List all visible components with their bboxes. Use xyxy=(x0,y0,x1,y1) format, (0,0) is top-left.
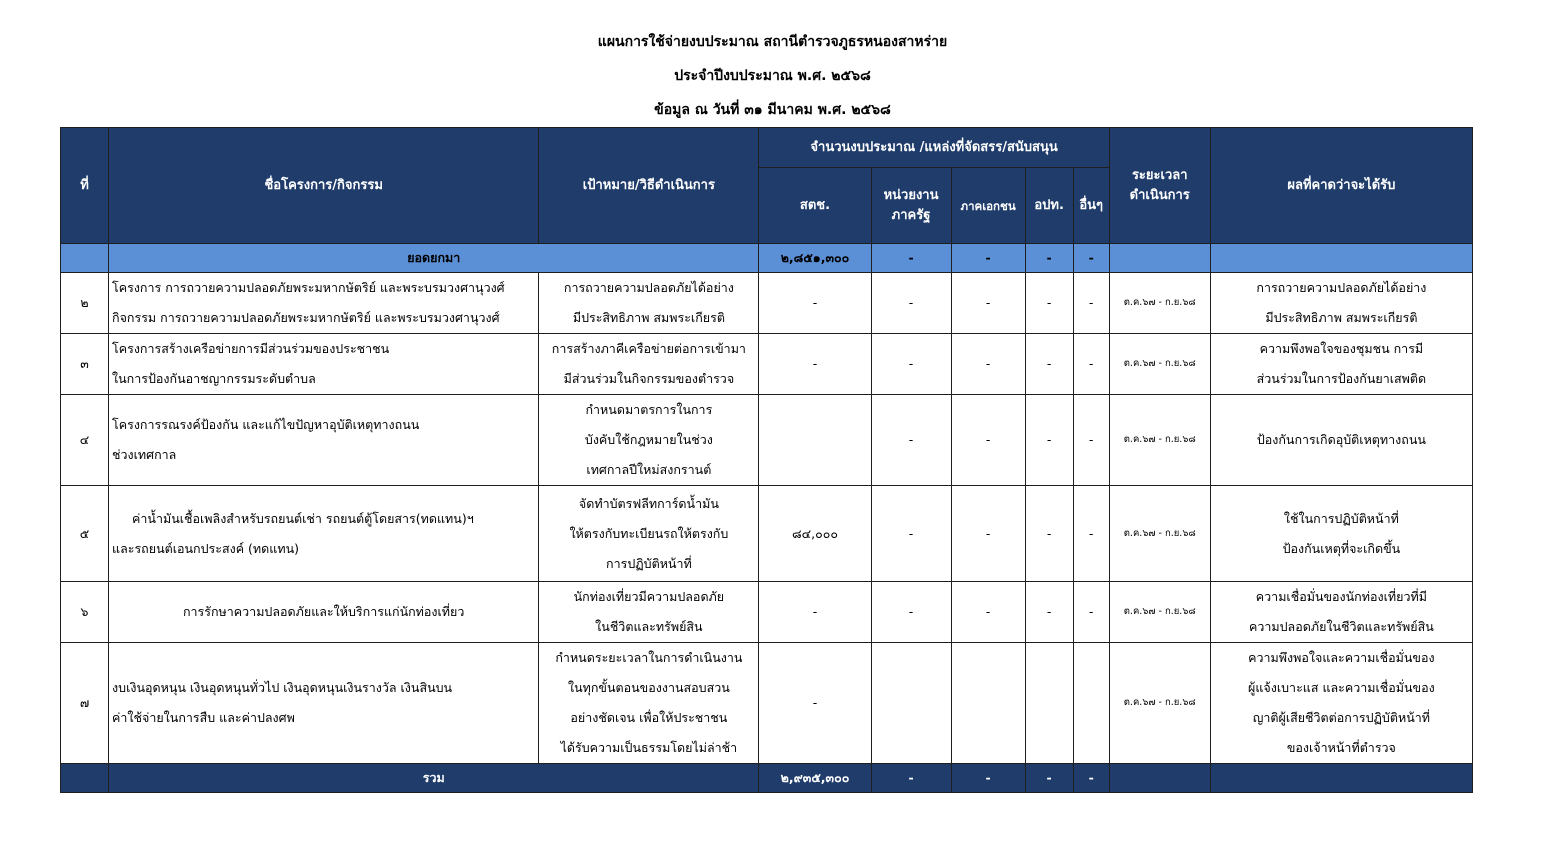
carry-forward-other: - xyxy=(1073,244,1109,273)
row-local: - xyxy=(1025,486,1073,582)
report-title: แผนการใช้จ่ายงบประมาณ สถานีตำรวจภูธรหนองสาหร่าย xyxy=(597,34,948,50)
row-gov xyxy=(871,643,951,764)
row-local: - xyxy=(1025,395,1073,486)
row-private: - xyxy=(951,273,1025,334)
carry-forward-local: - xyxy=(1025,244,1073,273)
row-local: - xyxy=(1025,582,1073,643)
row-gov: - xyxy=(871,395,951,486)
row-gov: - xyxy=(871,334,951,395)
carry-forward-private: - xyxy=(951,244,1025,273)
col-local-header: อปท. xyxy=(1025,168,1073,244)
row-stc: - xyxy=(759,643,871,764)
row-project: งบเงินอุดหนุน เงินอุดหนุนทั่วไป เงินอุดหนุนเงินรางวัล เงินสินบน ค่าใช้จ่ายในการสืบ และค่าปลงศพ xyxy=(109,643,539,764)
row-private: - xyxy=(951,582,1025,643)
col-no-header: ที่ xyxy=(61,128,109,244)
row-result: ความพึงพอใจและความเชื่อมั่นของ ผู้แจ้งเบาะแส และความเชื่อมั่นของ ญาติผู้เสียชีวิตต่อการปฏิบัติหน้าที่ ของเจ้าหน้าที่ตำรวจ xyxy=(1210,643,1472,764)
row-no: ๖ xyxy=(61,582,109,643)
row-local: - xyxy=(1025,273,1073,334)
col-period-header: ระยะเวลา ดำเนินการ xyxy=(1109,128,1210,244)
col-other-header: อื่นๆ xyxy=(1073,168,1109,244)
row-target: การสร้างภาคีเครือข่ายต่อการเข้ามา มีส่วนร่วมในกิจกรรมของตำรวจ xyxy=(539,334,759,395)
row-other: - xyxy=(1073,582,1109,643)
total-other: - xyxy=(1073,764,1109,793)
row-local xyxy=(1025,643,1073,764)
total-private: - xyxy=(951,764,1025,793)
row-period: ต.ค.๖๗ - ก.ย.๖๘ xyxy=(1109,395,1210,486)
row-project: การรักษาความปลอดภัยและให้บริการแก่นักท่องเที่ยว xyxy=(109,582,539,643)
total-local: - xyxy=(1025,764,1073,793)
row-other: - xyxy=(1073,334,1109,395)
row-project: โครงการสร้างเครือข่ายการมีส่วนร่วมของประชาชน ในการป้องกันอาชญากรรมระดับตำบล xyxy=(109,334,539,395)
row-result: ความพึงพอใจของชุมชน การมี ส่วนร่วมในการป้องกันยาเสพติด xyxy=(1210,334,1472,395)
col-target-header: เป้าหมาย/วิธีดำเนินการ xyxy=(539,128,759,244)
row-other: - xyxy=(1073,273,1109,334)
row-private: - xyxy=(951,395,1025,486)
row-project: โครงการรณรงค์ป้องกัน และแก้ไขปัญหาอุบัติเหตุทางถนน ช่วงเทศกาล xyxy=(109,395,539,486)
col-stc-header: สตช. xyxy=(759,168,871,244)
row-local: - xyxy=(1025,334,1073,395)
row-target: กำหนดระยะเวลาในการดำเนินงาน ในทุกขั้นตอนของงานสอบสวน อย่างชัดเจน เพื่อให้ประชาชน ได้รับความเป็นธรรมโดยไม่ล่าช้า xyxy=(539,643,759,764)
row-gov: - xyxy=(871,273,951,334)
col-project-header: ชื่อโครงการ/กิจกรรม xyxy=(109,128,539,244)
table-row xyxy=(61,395,1473,486)
row-stc xyxy=(759,395,871,486)
row-private xyxy=(951,643,1025,764)
table-row xyxy=(61,486,1473,582)
row-stc: ๘๔,๐๐๐ xyxy=(759,486,871,582)
carry-forward-row xyxy=(61,244,1473,273)
row-project: โครงการ การถวายความปลอดภัยพระมหากษัตริย์ และพระบรมวงศานุวงศ์ กิจกรรม การถวายความปลอดภัยพระมหากษัตริย์ และพระบรมวงศานุวงศ์ xyxy=(109,273,539,334)
carry-forward-label: ยอดยกมา xyxy=(109,244,759,273)
row-target: จัดทำบัตรฟลีทการ์ดน้ำมัน ให้ตรงกับทะเบียนรถให้ตรงกับ การปฏิบัติหน้าที่ xyxy=(539,486,759,582)
row-target: นักท่องเที่ยวมีความปลอดภัย ในชีวิตและทรัพย์สิน xyxy=(539,582,759,643)
row-period: ต.ค.๖๗ - ก.ย.๖๘ xyxy=(1109,486,1210,582)
col-budget-group-header: จำนวนงบประมาณ /แหล่งที่จัดสรร/สนับสนุน xyxy=(759,128,1109,168)
total-stc: ๒,๙๓๕,๓๐๐ xyxy=(759,764,871,793)
table-row xyxy=(61,334,1473,395)
row-private: - xyxy=(951,334,1025,395)
row-result: การถวายความปลอดภัยได้อย่าง มีประสิทธิภาพ สมพระเกียรติ xyxy=(1210,273,1472,334)
carry-forward-stc: ๒,๘๕๑,๓๐๐ xyxy=(759,244,871,273)
row-no: ๔ xyxy=(61,395,109,486)
row-gov: - xyxy=(871,486,951,582)
col-gov-header: หน่วยงาน ภาครัฐ xyxy=(871,168,951,244)
total-gov: - xyxy=(871,764,951,793)
table-row xyxy=(61,643,1473,764)
row-private: - xyxy=(951,486,1025,582)
row-period: ต.ค.๖๗ - ก.ย.๖๘ xyxy=(1109,334,1210,395)
row-period: ต.ค.๖๗ - ก.ย.๖๘ xyxy=(1109,273,1210,334)
row-project: ค่าน้ำมันเชื้อเพลิงสำหรับรถยนต์เช่า รถยนต์ตู้โดยสาร(ทดแทน)ฯ และรถยนต์เอนกประสงค์ (ทดแทน) xyxy=(109,486,539,582)
row-no: ๕ xyxy=(61,486,109,582)
row-no: ๒ xyxy=(61,273,109,334)
row-other xyxy=(1073,643,1109,764)
carry-forward-gov: - xyxy=(871,244,951,273)
row-stc: - xyxy=(759,582,871,643)
row-other: - xyxy=(1073,486,1109,582)
table-row xyxy=(61,582,1473,643)
row-gov: - xyxy=(871,582,951,643)
fiscal-year: ประจำปีงบประมาณ พ.ศ. ๒๕๖๘ xyxy=(674,68,871,84)
row-result: ใช้ในการปฏิบัติหน้าที่ ป้องกันเหตุที่จะเกิดขึ้น xyxy=(1210,486,1472,582)
row-no: ๗ xyxy=(61,643,109,764)
row-result: ป้องกันการเกิดอุบัติเหตุทางถนน xyxy=(1210,395,1472,486)
row-stc: - xyxy=(759,273,871,334)
total-label: รวม xyxy=(109,764,759,793)
row-stc: - xyxy=(759,334,871,395)
col-private-header: ภาคเอกชน xyxy=(951,168,1025,244)
row-period: ต.ค.๖๗ - ก.ย.๖๘ xyxy=(1109,582,1210,643)
row-target: กำหนดมาตรการในการ บังคับใช้กฎหมายในช่วง เทศกาลปีใหม่สงกรานต์ xyxy=(539,395,759,486)
data-date: ข้อมูล ณ วันที่ ๓๑ มีนาคม พ.ศ. ๒๕๖๘ xyxy=(654,102,891,118)
budget-table xyxy=(60,127,1473,793)
row-no: ๓ xyxy=(61,334,109,395)
row-other: - xyxy=(1073,395,1109,486)
col-result-header: ผลที่คาดว่าจะได้รับ xyxy=(1210,128,1472,244)
row-period: ต.ค.๖๗ - ก.ย.๖๘ xyxy=(1109,643,1210,764)
table-row xyxy=(61,273,1473,334)
row-result: ความเชื่อมั่นของนักท่องเที่ยวที่มี ความปลอดภัยในชีวิตและทรัพย์สิน xyxy=(1210,582,1472,643)
total-row xyxy=(61,764,1473,793)
row-target: การถวายความปลอดภัยได้อย่าง มีประสิทธิภาพ สมพระเกียรติ xyxy=(539,273,759,334)
